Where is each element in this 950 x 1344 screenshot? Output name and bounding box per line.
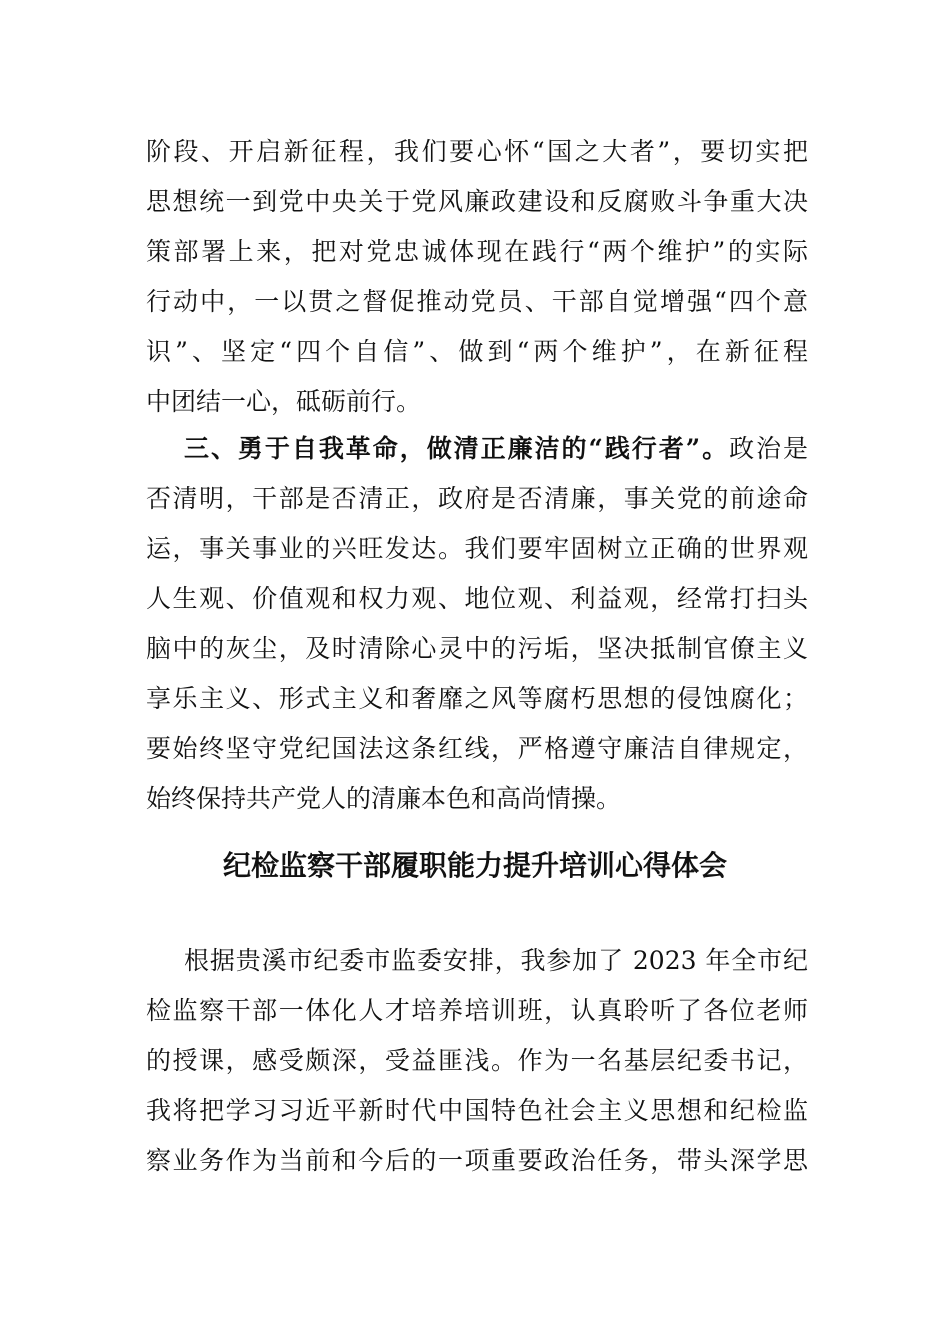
text-line: 策部署上来，把对党忠诚体现在践行“两个维护”的实际 (146, 237, 808, 266)
text-run: 政治是 (729, 434, 808, 463)
text-line: 行动中，一以贯之督促推动党员、干部自觉增强“四个意 (146, 287, 808, 316)
article-title: 纪检监察干部履职能力提升培训心得体会 (222, 849, 727, 882)
text-line: 的授课，感受颇深，受益匪浅。作为一名基层纪委书记， (146, 1046, 808, 1075)
text-line: 检监察干部一体化人才培养培训班，认真聆听了各位老师 (146, 996, 808, 1025)
text-line: 我将把学习习近平新时代中国特色社会主义思想和纪检监 (146, 1096, 808, 1125)
text-line: 识”、坚定“四个自信”、做到“两个维护”，在新征程 (146, 337, 808, 366)
text-line: 否清明，干部是否清正，政府是否清廉，事关党的前途命 (146, 484, 808, 513)
text-line: 脑中的灰尘，及时清除心灵中的污垢，坚决抵制官僚主义 (146, 634, 808, 663)
text-line (146, 424, 808, 474)
text-line: 察业务作为当前和今后的一项重要政治任务，带头深学思 (146, 1146, 808, 1175)
text-line: 享乐主义、形式主义和奢靡之风等腐朽思想的侵蚀腐化； (146, 684, 808, 713)
text-line: 始终保持共产党人的清廉本色和高尚情操。 (146, 784, 622, 813)
text-line: 阶段、开启新征程，我们要心怀“国之大者”，要切实把 (146, 137, 808, 166)
text-line: 思想统一到党中央关于党风廉政建设和反腐败斗争重大决 (146, 187, 808, 216)
section-heading: 三、勇于自我革命，做清正廉洁的“践行者”。 (184, 434, 730, 463)
text-line: 要始终坚守党纪国法这条红线，严格遵守廉洁自律规定， (146, 734, 808, 763)
text-line: 运，事关事业的兴旺发达。我们要牢固树立正确的世界观 (146, 534, 808, 563)
text-line: 根据贵溪市纪委市监委安排，我参加了 2023 年全市纪 (184, 946, 808, 975)
text-line: 中团结一心，砥砺前行。 (146, 387, 422, 416)
text-line: 人生观、价值观和权力观、地位观、利益观，经常打扫头 (146, 584, 808, 613)
